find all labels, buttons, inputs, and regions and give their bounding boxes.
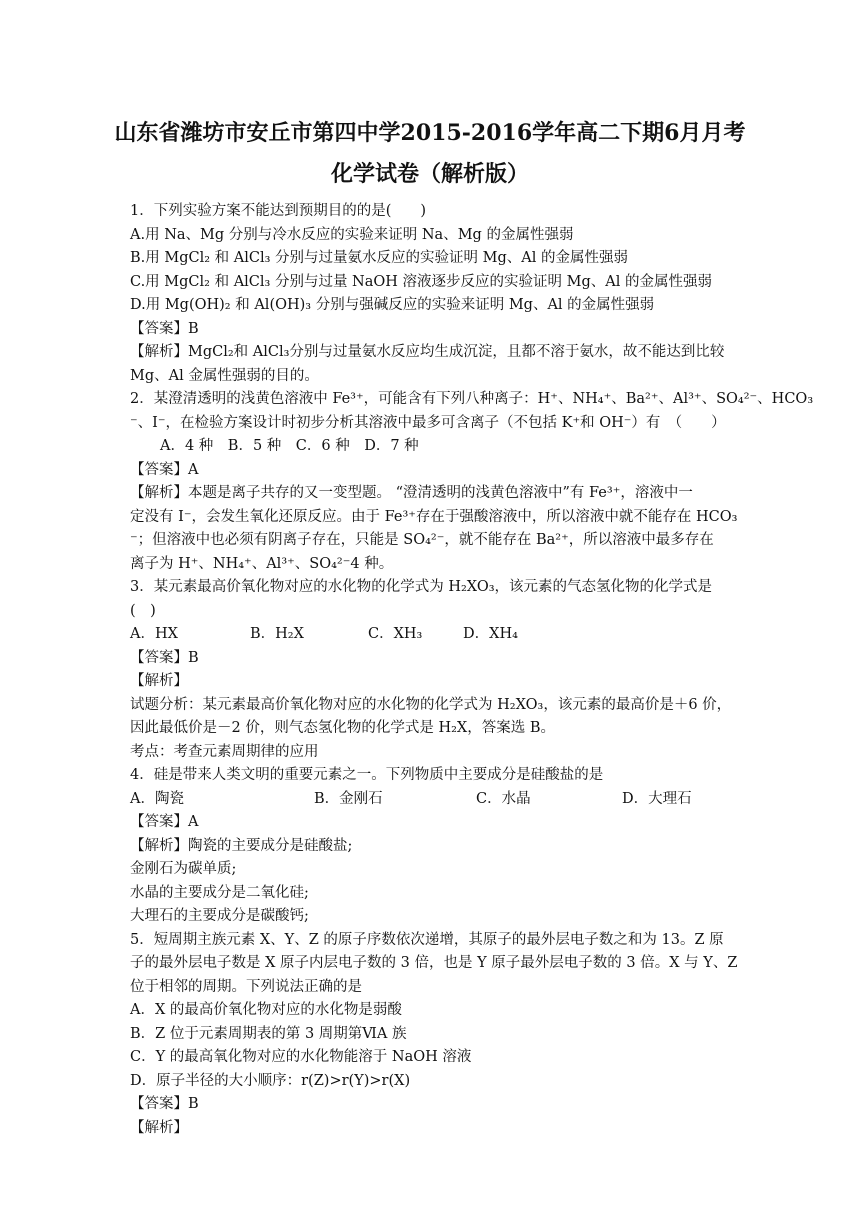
q2-answer: 【答案】A: [130, 461, 199, 478]
q2-analysis-line: ⁻；但溶液中也必须有阴离子存在，只能是 SO₄²⁻，就不能存在 Ba²⁺，所以溶液中最多存在: [130, 532, 714, 548]
q3-point: 考点：考查元素周期律的应用: [130, 743, 319, 760]
q1-option-d: D.用 Mg(OH)₂ 和 Al(OH)₃ 分别与强碱反应的实验来证明 Mg、Al 的金属性强弱: [130, 297, 655, 313]
q5-option-a: A．X 的最高价氧化物对应的水化物是弱酸: [130, 1002, 402, 1018]
q4-analysis-line: 大理石的主要成分是碳酸钙;: [130, 908, 309, 924]
q2-stem-line: ⁻、I⁻，在检验方案设计时初步分析其溶液中最多可含离子（不包括 K⁺和 OH⁻）有 （ ）: [130, 414, 726, 431]
q2-options: A．4 种 B．5 种 C．6 种 D．7 种: [160, 438, 419, 454]
q3-stem-line: ( ): [130, 602, 156, 619]
q3-analysis-line: 因此最低价是－2 价，则气态氢化物的化学式是 H₂X，答案选 B。: [130, 720, 555, 736]
q4-option-d: D．大理石: [622, 790, 692, 807]
q1-option-b: B.用 MgCl₂ 和 AlCl₃ 分别与过量氨水反应的实验证明 Mg、Al 的金属性强弱: [130, 250, 628, 266]
q1-option-a: A.用 Na、Mg 分别与冷水反应的实验来证明 Na、Mg 的金属性强弱: [130, 226, 574, 243]
q5-analysis-heading: 【解析】: [130, 1119, 188, 1136]
q4-stem: 4．硅是带来人类文明的重要元素之一。下列物质中主要成分是硅酸盐的是: [130, 767, 604, 783]
q5-option-d: D．原子半径的大小顺序：r(Z)>r(Y)>r(X): [130, 1072, 411, 1089]
q1-option-c: C.用 MgCl₂ 和 AlCl₃ 分别与过量 NaOH 溶液逐步反应的实验证明 Mg、Al 的金属性强弱: [130, 273, 712, 290]
q2-analysis-line: 定没有 I⁻，会发生氧化还原反应。由于 Fe³⁺存在于强酸溶液中，所以溶液中就不能存在 HCO₃: [130, 508, 738, 525]
q3-option-d: D．XH₄: [463, 626, 518, 642]
q3-answer: 【答案】B: [130, 649, 199, 666]
q4-options: [130, 788, 735, 812]
q3-analysis-heading: 【解析】: [130, 673, 188, 689]
q3-option-c: C．XH₃: [368, 626, 423, 642]
q5-option-c: C．Y 的最高氧化物对应的水化物能溶于 NaOH 溶液: [130, 1049, 472, 1065]
q4-analysis-line: 【解析】陶瓷的主要成分是硅酸盐;: [130, 837, 353, 854]
q3-options: [130, 623, 735, 647]
q1-stem: 1．下列实验方案不能达到预期目的的是( ): [130, 203, 427, 219]
q1-analysis-line: 【解析】MgCl₂和 AlCl₃分别与过量氨水反应均生成沉淀，且都不溶于氨水，故不能达到比较: [130, 344, 725, 360]
document-body: [130, 200, 814, 1140]
q3-stem-line: 3．某元素最高价氧化物对应的水化物的化学式为 H₂XO₃，该元素的气态氢化物的化学式是: [130, 579, 713, 595]
q4-analysis-line: 水晶的主要成分是二氧化硅;: [130, 884, 309, 901]
document-title-line-1: 山东省潍坊市安丘市第四中学2015-2016学年高二下期6月月考: [114, 120, 746, 146]
q4-option-c: C．水晶: [476, 790, 531, 807]
q3-option-a: A．HX: [130, 626, 178, 642]
q1-analysis-line: Mg、Al 金属性强弱的目的。: [130, 367, 319, 384]
q3-analysis-line: 试题分析：某元素最高价氧化物对应的水化物的化学式为 H₂XO₃，该元素的最高价是＋6 价，: [130, 696, 732, 713]
q5-option-b: B．Z 位于元素周期表的第 3 周期第ⅥA 族: [130, 1025, 407, 1042]
q5-stem-line: 位于相邻的周期。下列说法正确的是: [130, 978, 362, 995]
q5-stem-line: 5．短周期主族元素 X、Y、Z 的原子序数依次递增，其原子的最外层电子数之和为 13。Z 原: [130, 931, 724, 948]
q4-analysis-line: 金刚石为碳单质;: [130, 861, 237, 877]
q4-option-b: B．金刚石: [314, 790, 383, 807]
q2-analysis-line: 【解析】本题是离子共存的又一变型题。 “澄清透明的浅黄色溶液中”有 Fe³⁺，溶液中一: [130, 485, 693, 501]
q4-option-a: A．陶瓷: [130, 790, 184, 807]
q3-option-b: B．H₂X: [250, 626, 304, 642]
q5-stem-line: 子的最外层电子数是 X 原子内层电子数的 3 倍，也是 Y 原子最外层电子数的 3 倍。X 与 Y、Z: [130, 955, 738, 971]
document-title-line-2: 化学试卷（解析版）: [330, 161, 529, 187]
q2-stem-line: 2．某澄清透明的浅黄色溶液中 Fe³⁺，可能含有下列八种离子：H⁺、NH₄⁺、Ba²⁺、Al³⁺、SO₄²⁻、HCO₃: [130, 391, 814, 407]
q2-analysis-line: 离子为 H⁺、NH₄⁺、Al³⁺、SO₄²⁻4 种。: [130, 555, 394, 572]
q1-answer: 【答案】B: [130, 320, 199, 337]
q5-answer: 【答案】B: [130, 1096, 199, 1112]
q4-answer: 【答案】A: [130, 814, 199, 830]
